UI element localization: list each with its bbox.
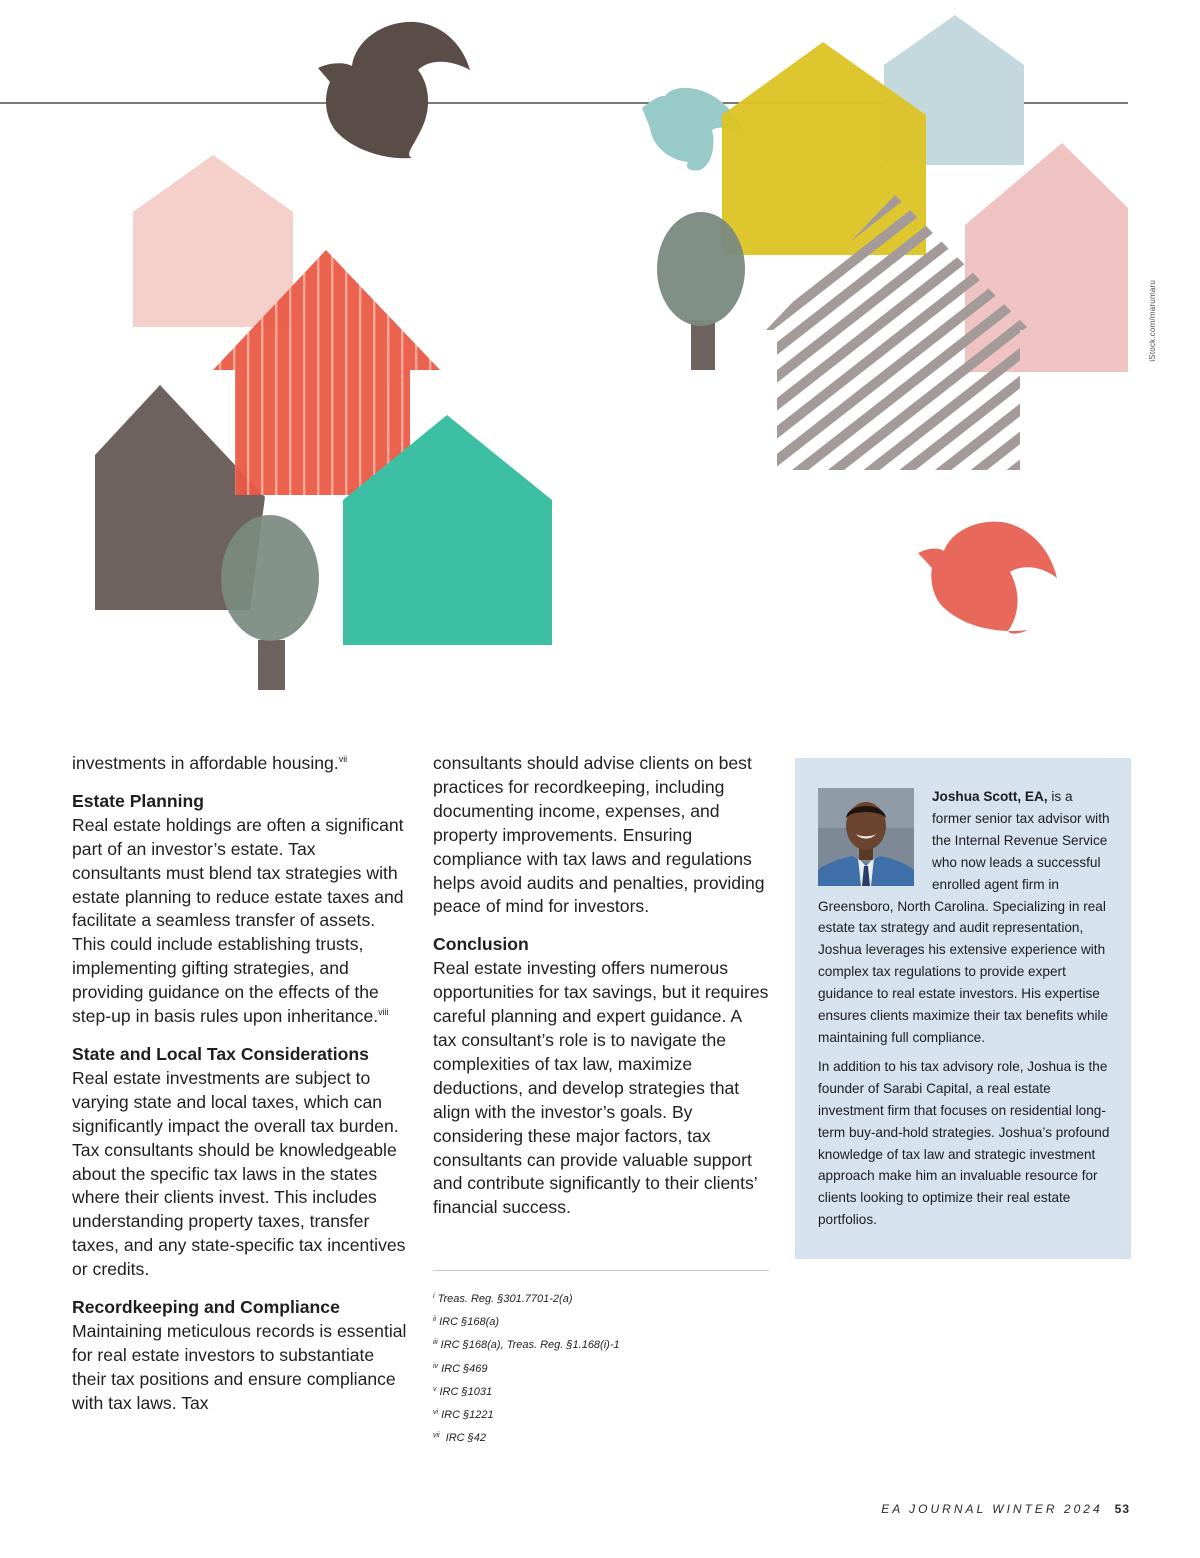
coral-bird xyxy=(918,522,1057,634)
paragraph-lead: investments in affordable housing.$^{vii}$ xyxy=(72,753,348,773)
paragraph-recordkeeping-continued: consultants should advise clients on best practices for recordkeeping, including documenting income, expenses, and property improvements. Ensuring compliance with tax laws and regulations helps avoid audits and penalties, providing peace of mind for investors. xyxy=(433,753,765,917)
article-column-1 xyxy=(72,752,408,1416)
footnote-divider xyxy=(433,1270,769,1271)
image-credit: iStock.com/marumaru xyxy=(1148,280,1157,362)
footnote: $^{iii}$ IRC §168(a), Treas. Reg. §1.168(i)-1 xyxy=(433,1339,620,1352)
endnote-ref: vii xyxy=(338,754,348,764)
heading-estate-planning: Estate Planning xyxy=(72,790,204,811)
author-name: Joshua Scott, EA, xyxy=(932,789,1048,804)
page-footer xyxy=(881,1502,1130,1516)
dark-bird xyxy=(318,22,470,158)
paragraph-conclusion: Real estate investing offers numerous opportunities for tax savings, but it requires careful planning and expert guidance. A tax consultant’s role is to navigate the complexities of tax law, maximize deductions, and develop strategies that align with the investor’s goals. By considering these major factors, tax consultants can provide valuable support and contribute significantly to their clients’ financial success. xyxy=(433,958,769,1218)
tree-trunk-right xyxy=(691,320,715,370)
heading-state-local-tax: State and Local Tax Considerations xyxy=(72,1043,369,1064)
author-photo xyxy=(818,788,914,886)
paragraph-estate-planning: Real estate holdings are often a significant part of an investor’s estate. Tax consultants must blend tax strategies with estate planning to reduce estate taxes and facilitate a seamless transfer of assets. This could include establishing trusts, implementing gifting strategies, and providing guidance on the effects of the step-up in basis rules upon inheritance.$^{viii}$ xyxy=(72,814,404,1027)
paragraph-state-local-tax: Real estate investments are subject to varying state and local taxes, which can significantly impact the overall tax burden. Tax consultants should be knowledgeable about the specific tax laws in the states where their clients invest. This includes understanding property taxes, transfer taxes, and any state-specific tax incentives or credits. xyxy=(72,1067,406,1280)
article-column-2 xyxy=(433,752,769,1220)
footnote: $^{ii}$ IRC §168(a) xyxy=(433,1316,500,1329)
footnote: $^{iv}$ IRC §469 xyxy=(433,1362,488,1375)
author-bio-box xyxy=(795,758,1131,1259)
endnote-ref: viii xyxy=(378,1007,389,1018)
footnote: $^i$ Treas. Reg. §301.7701-2(a) xyxy=(433,1293,573,1305)
tree-crown-right xyxy=(657,212,745,326)
footnote: $^v$ IRC §1031 xyxy=(433,1385,493,1398)
footnote: $^{vi}$ IRC §1221 xyxy=(433,1408,494,1421)
page-number: 53 xyxy=(1114,1502,1130,1516)
paragraph-recordkeeping: Maintaining meticulous records is essential for real estate investors to substantiate their tax positions and ensure compliance with tax laws. Tax xyxy=(72,1320,407,1413)
publication-name: EA JOURNAL WINTER 2024 xyxy=(881,1502,1103,1516)
tree-trunk-left xyxy=(258,640,285,690)
bio-paragraph-1: Joshua Scott, EA, is a former senior tax advisor with the Internal Revenue Service who now leads a successful enrolled agent firm in Greensboro, North Carolina. Specializing in real estate tax strategy and audit representation, Joshua leverages his extensive experience with complex tax regulations to provide expert guidance to real estate investors. His expertise ensures clients maximize their tax benefits while maintaining full compliance. xyxy=(818,789,1110,1045)
footnote: $^{vii}$ IRC §42 xyxy=(433,1432,487,1445)
footnote-list xyxy=(433,1285,769,1447)
bio-paragraph-2: In addition to his tax advisory role, Joshua is the founder of Sarabi Capital, a real estate investment firm that focuses on residential long-term buy-and-hold strategies. Joshua’s profound knowledge of tax law and strategic investment approach make him an invaluable resource for clients looking to optimize their real estate portfolios. xyxy=(818,1058,1110,1228)
heading-recordkeeping: Recordkeeping and Compliance xyxy=(72,1297,340,1318)
pink-house xyxy=(133,155,293,327)
header-illustration xyxy=(0,0,1200,720)
tree-crown-left xyxy=(221,515,319,641)
heading-conclusion: Conclusion xyxy=(433,934,529,955)
